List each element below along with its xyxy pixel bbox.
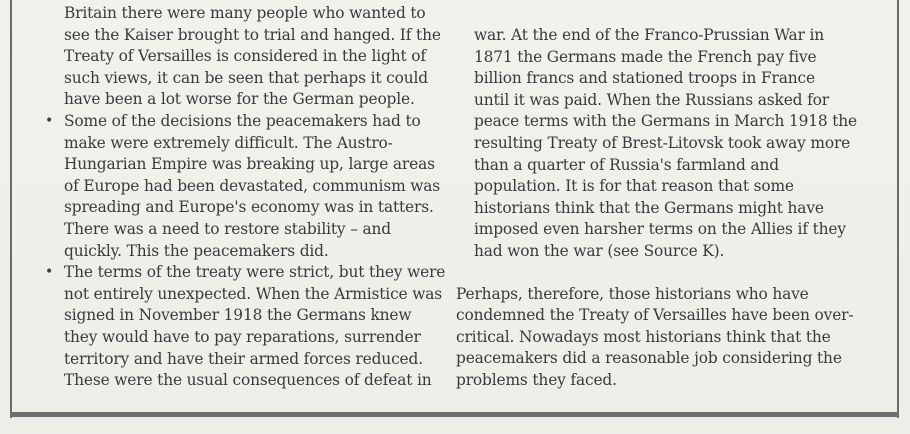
text-line: problems they faced. [456,370,617,389]
text-line: imposed even harsher terms on the Allies if they [474,220,846,239]
conclusion-paragraph [456,284,856,392]
text-line: Treaty of Versailles is considered in the light of [64,47,426,66]
text-line: population. It is for that reason that some [474,177,794,196]
text-line: had won the war (see Source K). [474,241,725,260]
text-line: spreading and Europe's economy was in tatters. [64,198,434,217]
left-column [45,3,446,392]
text-line: they would have to pay reparations, surrender [64,327,421,346]
bullet-item-decisions [45,111,441,262]
frame-bottom-border [10,412,899,417]
text-line: 1871 the Germans made the French pay five [474,47,817,66]
bullet-marker: • [45,264,54,281]
text-line: critical. Nowadays most historians think that the [456,327,831,346]
text-line: signed in November 1918 the Germans knew [64,306,412,325]
text-line: peacemakers did a reasonable job considering the [456,349,842,368]
text-line: There was a need to restore stability – and [64,219,391,238]
paragraph-gap [456,263,856,284]
text-line: not entirely unexpected. When the Armistice was [64,284,443,303]
text-line: have been a lot worse for the German people. [64,90,415,109]
bullet-marker: • [45,112,54,129]
bullet-item-terms [45,262,446,392]
text-line: historians think that the Germans might have [474,198,824,217]
text-line: territory and have their armed forces reduced. [64,349,423,368]
frame-left-border [10,0,12,418]
text-line: quickly. This the peacemakers did. [64,241,329,260]
text-line: see the Kaiser brought to trial and hanged. If the [64,25,441,44]
text-line: condemned the Treaty of Versailles have been over- [456,306,854,325]
text-line: These were the usual consequences of defeat in [64,371,432,390]
text-line: peace terms with the Germans in March 1918 the [474,112,858,131]
text-line: of Europe had been devastated, communism was [64,176,441,195]
continuation-paragraph [456,25,856,263]
text-line: billion francs and stationed troops in France [474,69,815,88]
text-line: Britain there were many people who wanted to [64,4,426,22]
text-line: until it was paid. When the Russians asked for [474,90,829,109]
frame-right-border [897,0,899,418]
intro-paragraph [64,3,441,111]
text-line: than a quarter of Russia's farmland and [474,155,779,174]
text-line: make were extremely difficult. The Austro- [64,133,393,152]
text-line: war. At the end of the Franco-Prussian War in [474,26,825,44]
text-line: resulting Treaty of Brest-Litovsk took away more [474,133,851,152]
text-line: Some of the decisions the peacemakers had to [64,111,421,130]
right-column [456,25,856,392]
text-line: Hungarian Empire was breaking up, large areas [64,155,435,174]
text-line: The terms of the treaty were strict, but they were [64,263,446,282]
text-line: Perhaps, therefore, those historians who have [456,284,809,303]
text-line: such views, it can be seen that perhaps it could [64,68,428,87]
